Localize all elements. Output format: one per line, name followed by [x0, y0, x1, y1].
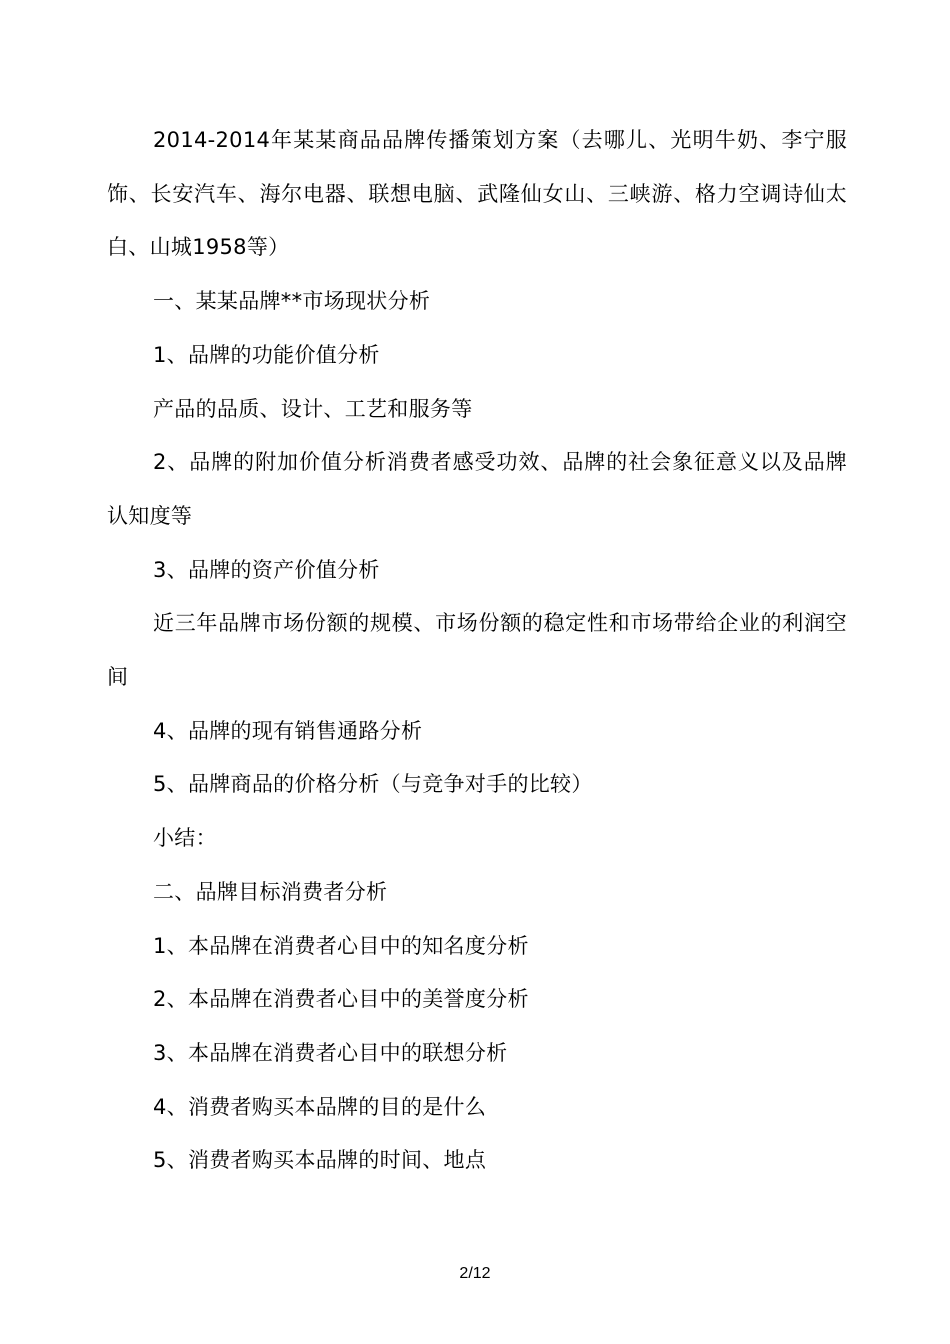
list-item: 5、消费者购买本品牌的时间、地点 — [153, 1148, 487, 1173]
section-heading-target-consumers: 二、品牌目标消费者分析 — [153, 879, 388, 904]
page-number: 2/12 — [459, 1265, 491, 1282]
list-item: 4、品牌的现有销售通路分析 — [153, 718, 423, 743]
document-body — [107, 114, 847, 1188]
list-item: 2、品牌的附加价值分析消费者感受功效、品牌的社会象征意义以及品牌认知度等 — [107, 450, 847, 528]
document-title-paragraph: 2014-2014年某某商品品牌传播策划方案（去哪儿、光明牛奶、李宁服饰、长安汽车、海尔电器、联想电脑、武隆仙女山、三峡游、格力空调诗仙太白、山城1958等） — [107, 128, 847, 260]
summary-label: 小结： — [153, 826, 217, 851]
list-item: 4、消费者购买本品牌的目的是什么 — [153, 1094, 487, 1119]
list-item: 2、本品牌在消费者心目中的美誉度分析 — [153, 987, 529, 1012]
paragraph: 产品的品质、设计、工艺和服务等 — [153, 396, 473, 421]
list-item: 1、本品牌在消费者心目中的知名度分析 — [153, 933, 529, 958]
paragraph: 近三年品牌市场份额的规模、市场份额的稳定性和市场带给企业的利润空间 — [107, 611, 847, 690]
list-item: 3、品牌的资产价值分析 — [153, 557, 380, 582]
list-item: 5、品牌商品的价格分析（与竞争对手的比较） — [153, 772, 593, 797]
section-heading-market-status: 一、某某品牌**市场现状分析 — [153, 289, 431, 314]
list-item: 3、本品牌在消费者心目中的联想分析 — [153, 1040, 508, 1065]
list-item: 1、品牌的功能价值分析 — [153, 342, 380, 367]
